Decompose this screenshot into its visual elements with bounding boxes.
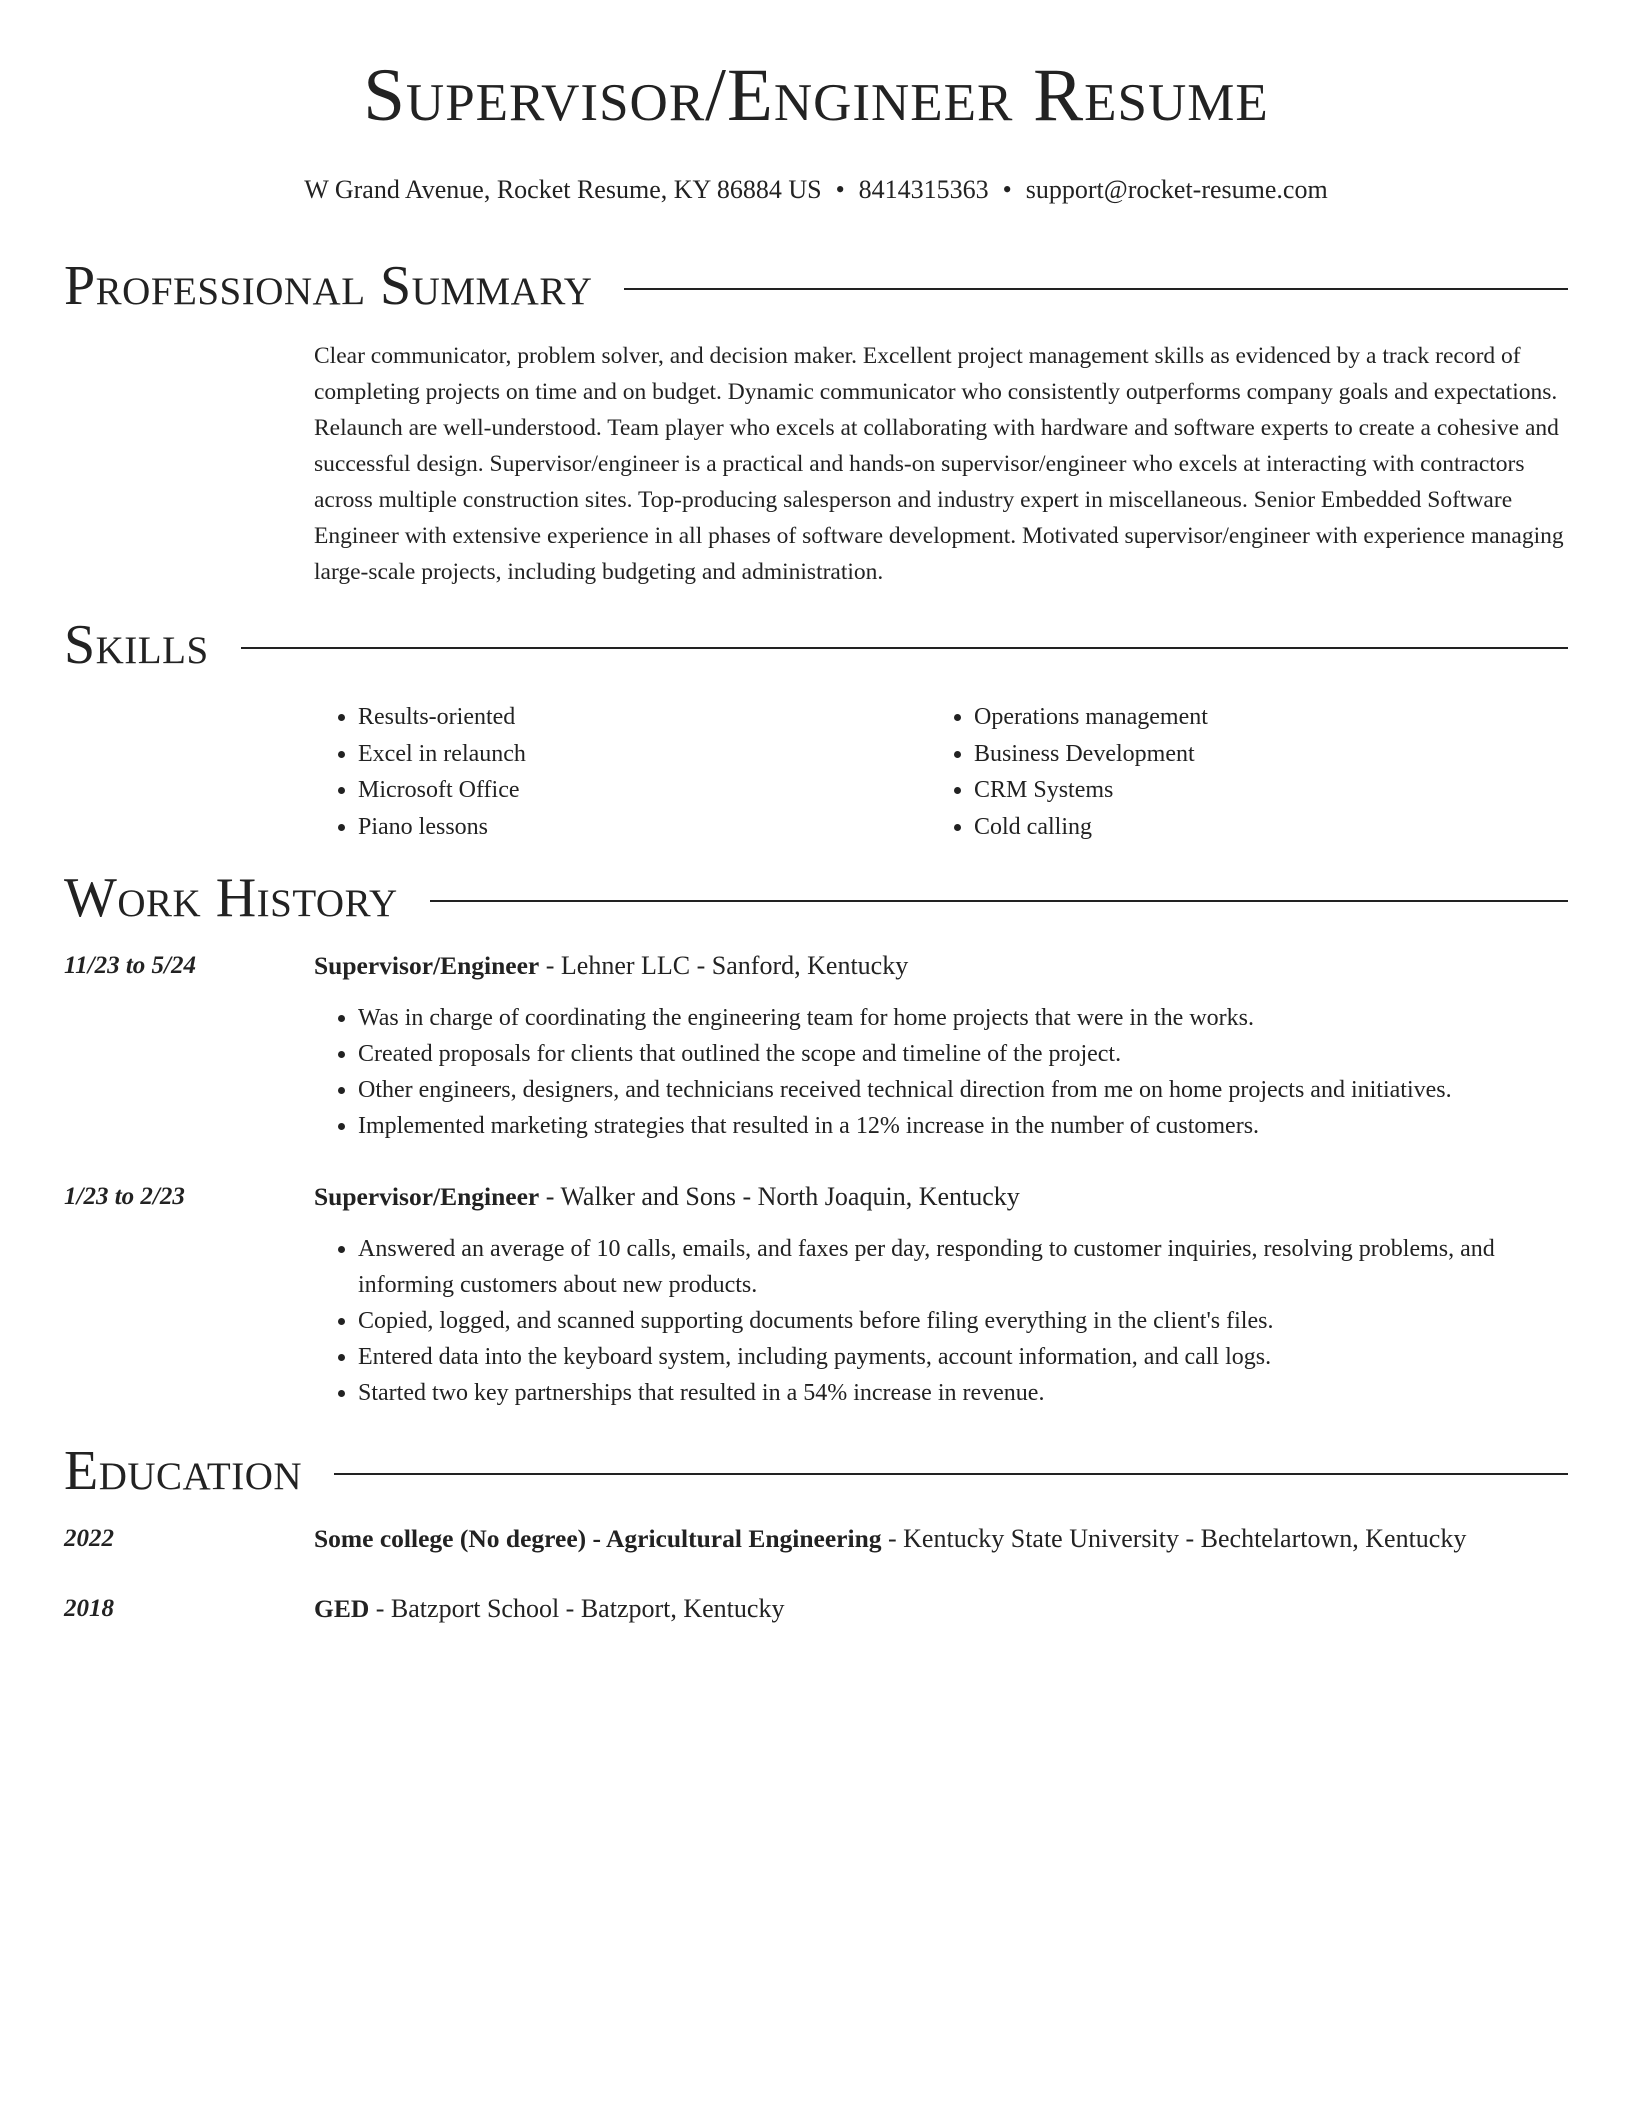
education-section-title: Education [64,1440,303,1502]
summary-text: Clear communicator, problem solver, and decision maker. Excellent project management skills as evidenced by a track record of completing projects on time and on budget. Dynamic communicator who consistently outperforms company goals and expectations. Relaunch are well-understood. Team player who excels at collaborating with hardware and software experts to create a cohesive and successful design. Supervisor/engineer is a practical and hands-on supervisor/engineer who excels at interacting with contractors across multiple construction sites. Top-producing salesperson and industry expert in miscellaneous. Senior Embedded Software Engineer with extensive experience in all phases of software development. Motivated supervisor/engineer with experience managing large-scale projects, including budgeting and administration. [314,343,1564,585]
skill-item: • Results-oriented [358,699,930,736]
education-heading [314,1591,1568,1627]
education-year: 2018 [64,1595,114,1622]
skill-item: • Excel in relaunch [358,736,930,773]
resume-name: Supervisor/Engineer Resume [363,54,1269,137]
skill-item: • CRM Systems [974,772,1546,809]
contact-address: W Grand Avenue, Rocket Resume, KY 86884 US [304,175,822,204]
work-bullet: • Was in charge of coordinating the engineering team for home projects that were in the works. [358,1000,1568,1036]
section-divider [624,288,1568,290]
work-title: Supervisor/Engineer [314,951,540,980]
work-bullet: • Implemented marketing strategies that resulted in a 12% increase in the number of customers. [358,1108,1568,1144]
skill-item: • Piano lessons [358,809,930,846]
section-divider [430,900,1568,902]
work-bullet: • Copied, logged, and scanned supporting documents before filing everything in the client's files. [358,1303,1568,1339]
work-bullet: • Created proposals for clients that outlined the scope and timeline of the project. [358,1036,1568,1072]
education-section-header [64,1436,1568,1506]
contact-line [0,174,1632,206]
education-degree: GED [314,1594,370,1623]
skill-item: • Microsoft Office [358,772,930,809]
work-title: Supervisor/Engineer [314,1182,540,1211]
work-heading [314,948,1568,984]
work-details: - Walker and Sons - North Joaquin, Kentucky [539,1182,1020,1211]
work-details: - Lehner LLC - Sanford, Kentucky [539,951,909,980]
skills-section-title: Skills [64,614,209,676]
education-heading [314,1521,1568,1557]
contact-separator: • [835,175,845,204]
skill-item: • Business Development [974,736,1546,773]
contact-separator: • [1002,175,1012,204]
work-section-header [64,863,1568,933]
work-bullet: • Other engineers, designers, and technicians received technical direction from me on home projects and initiatives. [358,1072,1568,1108]
work-bullet: • Entered data into the keyboard system, including payments, account information, and call logs. [358,1339,1568,1375]
work-dates: 1/23 to 2/23 [64,1183,185,1210]
education-year: 2022 [64,1525,114,1552]
skills-section-header [64,610,1568,680]
section-divider [334,1473,1568,1475]
section-divider [241,647,1568,649]
education-details: - Kentucky State University - Bechtelartown, Kentucky [881,1524,1467,1553]
work-bullets [314,1231,1568,1411]
work-heading [314,1179,1568,1215]
summary-section-title: Professional Summary [64,255,593,317]
contact-phone: 8414315363 [858,175,989,204]
summary-section-header [64,251,1568,321]
work-section-title: Work History [64,867,398,929]
skills-column-left [314,699,930,845]
skills-list [314,699,1568,845]
work-bullet: • Started two key partnerships that resulted in a 54% increase in revenue. [358,1375,1568,1411]
contact-email: support@rocket-resume.com [1025,175,1328,204]
education-details: - Batzport School - Batzport, Kentucky [369,1594,785,1623]
education-degree: Some college (No degree) - Agricultural Engineering [314,1524,882,1553]
work-bullet: • Answered an average of 10 calls, emails, and faxes per day, responding to customer inquiries, resolving problems, and informing customers about new products. [358,1231,1568,1303]
work-dates: 11/23 to 5/24 [64,952,196,979]
skills-column-right [930,699,1546,845]
skill-item: • Cold calling [974,809,1546,846]
skill-item: • Operations management [974,699,1546,736]
work-bullets [314,1000,1568,1144]
